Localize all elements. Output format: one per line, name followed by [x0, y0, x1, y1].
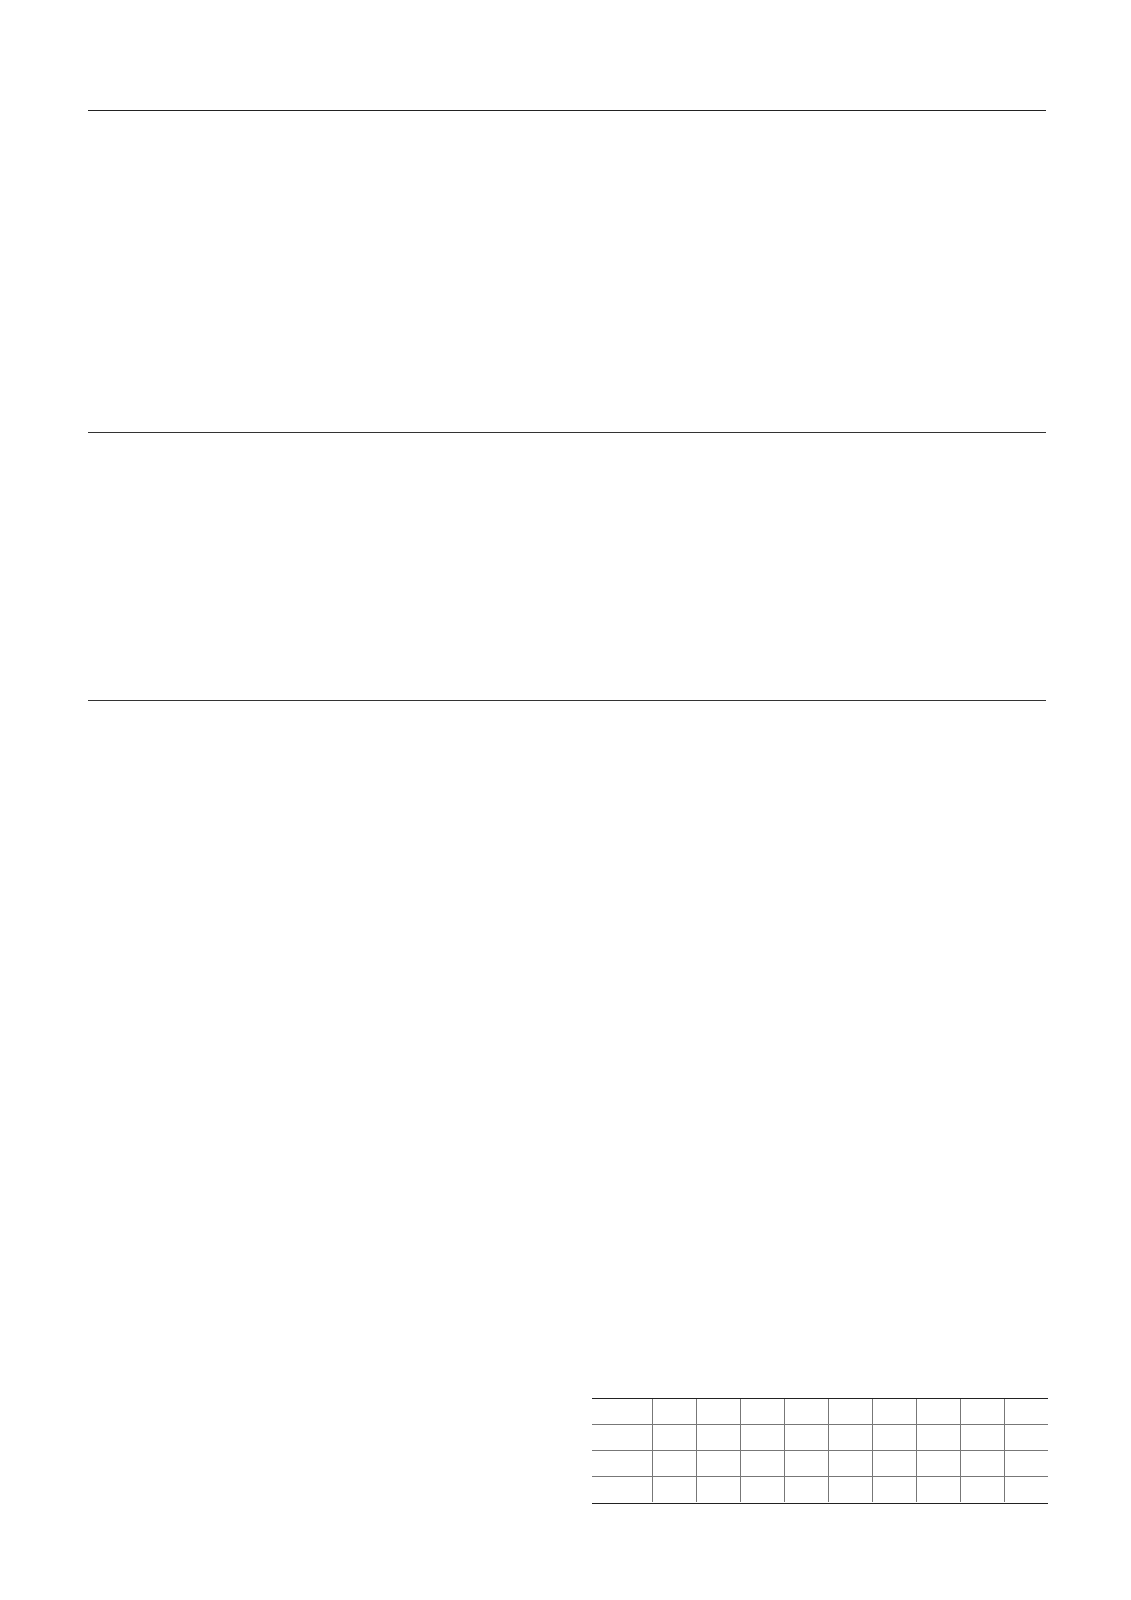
- right-column: [592, 770, 1048, 1330]
- body-text: [592, 1262, 1048, 1328]
- affiliations: [88, 330, 1046, 378]
- article-title: [88, 136, 1046, 236]
- table-row: [592, 1477, 1048, 1502]
- table-row: [592, 1425, 1048, 1451]
- left-column: [88, 770, 546, 1420]
- table-row: [592, 1451, 1048, 1477]
- equation: [592, 1164, 1048, 1244]
- author-list: [88, 286, 1046, 310]
- composition-table: [592, 1366, 1048, 1506]
- subsection-heading: [592, 800, 1048, 820]
- table-grid: [592, 1398, 1048, 1504]
- header-rule: [88, 110, 1046, 111]
- abstract-top-rule: [88, 432, 1046, 433]
- received-dates: [170, 388, 770, 410]
- section-heading: [88, 770, 546, 790]
- section-heading: [592, 770, 1048, 790]
- page-number: [540, 1530, 600, 1552]
- table-caption: [592, 1366, 1048, 1388]
- running-header: [88, 66, 1046, 88]
- body-text: [592, 828, 1048, 1208]
- body-text: [88, 806, 546, 1406]
- abstract-bottom-rule: [88, 700, 1046, 701]
- copyright-notice: [940, 1530, 1046, 1552]
- abstract: [154, 462, 976, 610]
- keywords: [154, 620, 976, 664]
- table-header-row: [592, 1399, 1048, 1425]
